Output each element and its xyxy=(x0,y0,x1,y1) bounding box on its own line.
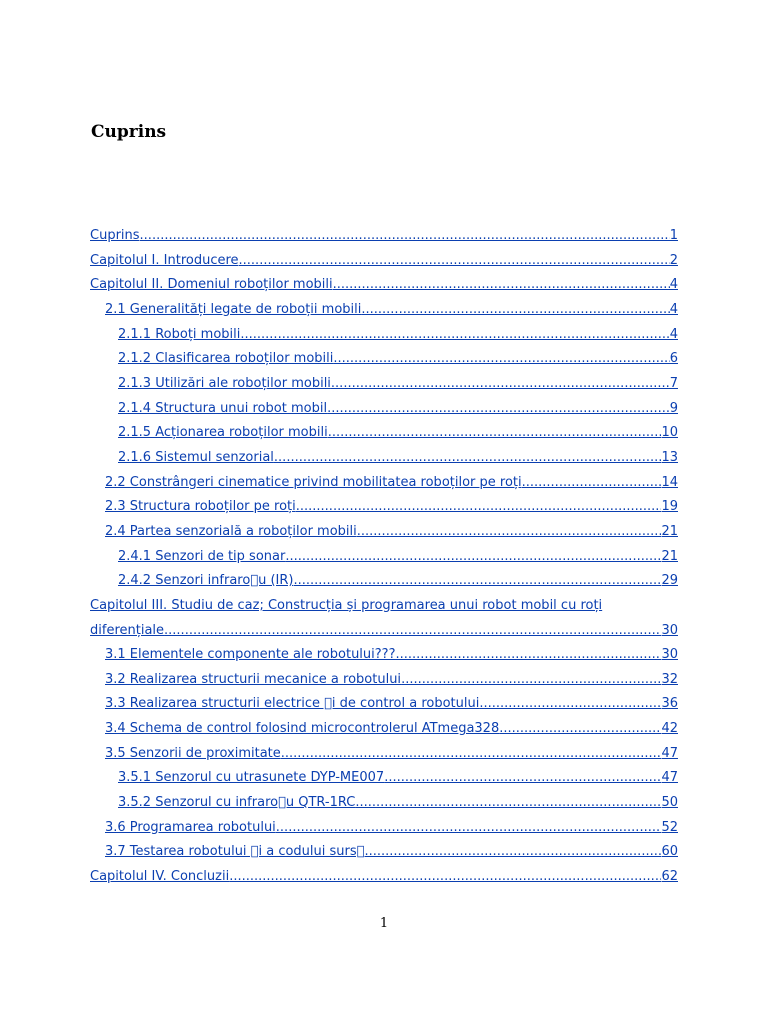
toc-entry[interactable] xyxy=(90,326,678,351)
toc-dot-leader xyxy=(499,720,661,738)
toc-dot-leader xyxy=(479,695,661,713)
toc-entry-page: 6 xyxy=(669,351,678,367)
toc-entry-title: 2.1.6 Sistemul senzorial xyxy=(118,449,274,465)
toc-entry[interactable] xyxy=(90,548,678,573)
toc-entry-page: 4 xyxy=(669,326,678,342)
toc-entry-title: 2.4.1 Senzori de tip sonar xyxy=(118,548,286,564)
toc-entry-title: 2.1.5 Acționarea roboților mobili xyxy=(118,425,328,441)
toc-entry-line-2 xyxy=(90,622,678,647)
toc-entry[interactable] xyxy=(90,400,678,425)
toc-dot-leader xyxy=(140,227,670,245)
toc-entry[interactable] xyxy=(90,276,678,301)
toc-entry-page: 42 xyxy=(661,721,678,737)
toc-entry-page: 21 xyxy=(661,548,678,564)
toc-dot-leader xyxy=(364,843,661,861)
toc-entry-page: 62 xyxy=(661,869,678,885)
toc-dot-leader xyxy=(401,671,661,689)
toc-entry[interactable] xyxy=(90,769,678,794)
toc-entry-page: 9 xyxy=(669,400,678,416)
toc-entry[interactable] xyxy=(90,252,678,277)
toc-dot-leader xyxy=(281,745,662,763)
toc-entry-page: 60 xyxy=(661,844,678,860)
toc-entry-page: 32 xyxy=(661,671,678,687)
toc-entry[interactable] xyxy=(90,720,678,745)
toc-entry-title: Capitolul I. Introducere xyxy=(90,252,239,268)
toc-entry-title-continuation: diferențiale xyxy=(90,622,165,638)
toc-entry[interactable] xyxy=(90,671,678,696)
toc-dot-leader xyxy=(285,548,661,566)
toc-entry[interactable] xyxy=(90,745,678,770)
toc-entry-title: 3.4 Schema de control folosind microcontrolerul ATmega328 xyxy=(105,721,500,737)
toc-entry-page: 19 xyxy=(661,499,678,515)
toc-entry-title: 3.5.2 Senzorul cu infraro u QTR-1RC xyxy=(118,795,356,811)
toc-entry[interactable] xyxy=(90,375,678,400)
toc-entry-title: 2.2 Constrângeri cinematice privind mobilitatea roboților pe roți xyxy=(105,474,522,490)
toc-entry[interactable] xyxy=(90,301,678,326)
toc-entry-page: 47 xyxy=(661,770,678,786)
toc-entry-page: 36 xyxy=(661,696,678,712)
toc-entry-title: 2.1.4 Structura unui robot mobil xyxy=(118,400,328,416)
toc-dot-leader xyxy=(384,769,661,787)
toc-entry-page: 13 xyxy=(661,449,678,465)
toc-entry-page: 14 xyxy=(661,474,678,490)
toc-entry[interactable] xyxy=(90,695,678,720)
toc-entry[interactable] xyxy=(90,498,678,523)
toc-dot-leader xyxy=(240,326,669,344)
toc-entry-page: 7 xyxy=(669,375,678,391)
toc-entry-page: 52 xyxy=(661,819,678,835)
toc-dot-leader xyxy=(229,868,661,886)
toc-entry-title: 2.4.2 Senzori infraro u (IR) xyxy=(118,573,294,589)
toc-entry[interactable] xyxy=(90,449,678,474)
toc-dot-leader xyxy=(361,301,669,319)
toc-entry-title: Capitolul IV. Concluzii xyxy=(90,869,230,885)
toc-entry-title: 2.1.1 Roboți mobili xyxy=(118,326,241,342)
toc-entry-page: 47 xyxy=(661,745,678,761)
toc-entry[interactable] xyxy=(90,572,678,597)
toc-entry-title: 3.5.1 Senzorul cu utrasunete DYP-ME007 xyxy=(118,770,385,786)
toc-entry[interactable] xyxy=(90,474,678,499)
toc-entry-title: 3.2 Realizarea structurii mecanice a robotului xyxy=(105,671,402,687)
toc-entry[interactable] xyxy=(90,227,678,252)
toc-dot-leader xyxy=(333,276,670,294)
toc-entry-page: 4 xyxy=(669,301,678,317)
toc-dot-leader xyxy=(395,646,661,664)
toc-entry-title: 2.3 Structura roboților pe roți xyxy=(105,499,296,515)
toc-entry-title: 2.1.3 Utilizări ale roboților mobili xyxy=(118,375,331,391)
toc-entry[interactable] xyxy=(90,597,678,646)
toc-dot-leader xyxy=(294,572,662,590)
toc-entry-title: 3.7 Testarea robotului  i a codului surs  xyxy=(105,844,365,860)
toc-entry-page: 30 xyxy=(661,622,678,638)
toc-entry-title: 2.1 Generalități legate de roboții mobili xyxy=(105,301,362,317)
toc-entry-title: 2.1.2 Clasificarea roboților mobili xyxy=(118,351,334,367)
toc-entry-title: Cuprins xyxy=(90,228,140,243)
toc-entry-page: 50 xyxy=(661,795,678,811)
toc-entry[interactable] xyxy=(90,843,678,868)
toc-dot-leader xyxy=(331,375,670,393)
toc-entry-page: 30 xyxy=(661,647,678,663)
toc-dot-leader xyxy=(274,449,662,467)
toc-entry[interactable] xyxy=(90,523,678,548)
toc-entry-page: 2 xyxy=(669,252,678,268)
toc-dot-leader xyxy=(296,498,662,516)
toc-entry[interactable] xyxy=(90,424,678,449)
toc-entry-title: 3.5 Senzorii de proximitate xyxy=(105,745,281,761)
toc-entry-title: 3.6 Programarea robotului xyxy=(105,819,276,835)
toc-entry[interactable] xyxy=(90,868,678,893)
toc-entry-title: 3.3 Realizarea structurii electrice  i de control a robotului xyxy=(105,696,480,712)
toc-dot-leader xyxy=(239,252,670,270)
toc-entry-title: Capitolul III. Studiu de caz; Construcția și programarea unui robot mobil cu roți xyxy=(90,597,603,613)
toc-dot-leader xyxy=(276,819,662,837)
table-of-contents xyxy=(90,227,678,893)
toc-entry-page: 21 xyxy=(661,523,678,539)
toc-dot-leader xyxy=(164,622,661,640)
toc-entry-title: 2.4 Partea senzorială a roboților mobili xyxy=(105,523,357,539)
page-number: 1 xyxy=(379,916,389,931)
toc-entry-page: 4 xyxy=(669,277,678,293)
toc-entry[interactable] xyxy=(90,350,678,375)
toc-dot-leader xyxy=(328,424,662,442)
toc-dot-leader xyxy=(522,474,662,492)
toc-dot-leader xyxy=(327,400,670,418)
toc-entry[interactable] xyxy=(90,794,678,819)
toc-entry[interactable] xyxy=(90,819,678,844)
toc-dot-leader xyxy=(333,350,669,368)
toc-entry-page: 1 xyxy=(669,228,678,243)
toc-dot-leader xyxy=(355,794,661,812)
toc-entry-title: 3.1 Elementele componente ale robotului??? xyxy=(105,647,396,663)
toc-entry[interactable] xyxy=(90,646,678,671)
toc-entry-page: 29 xyxy=(661,573,678,589)
toc-entry-title: Capitolul II. Domeniul roboților mobili xyxy=(90,277,333,293)
page-title: Cuprins xyxy=(91,122,167,142)
toc-entry-page: 10 xyxy=(661,425,678,441)
toc-dot-leader xyxy=(357,523,662,541)
